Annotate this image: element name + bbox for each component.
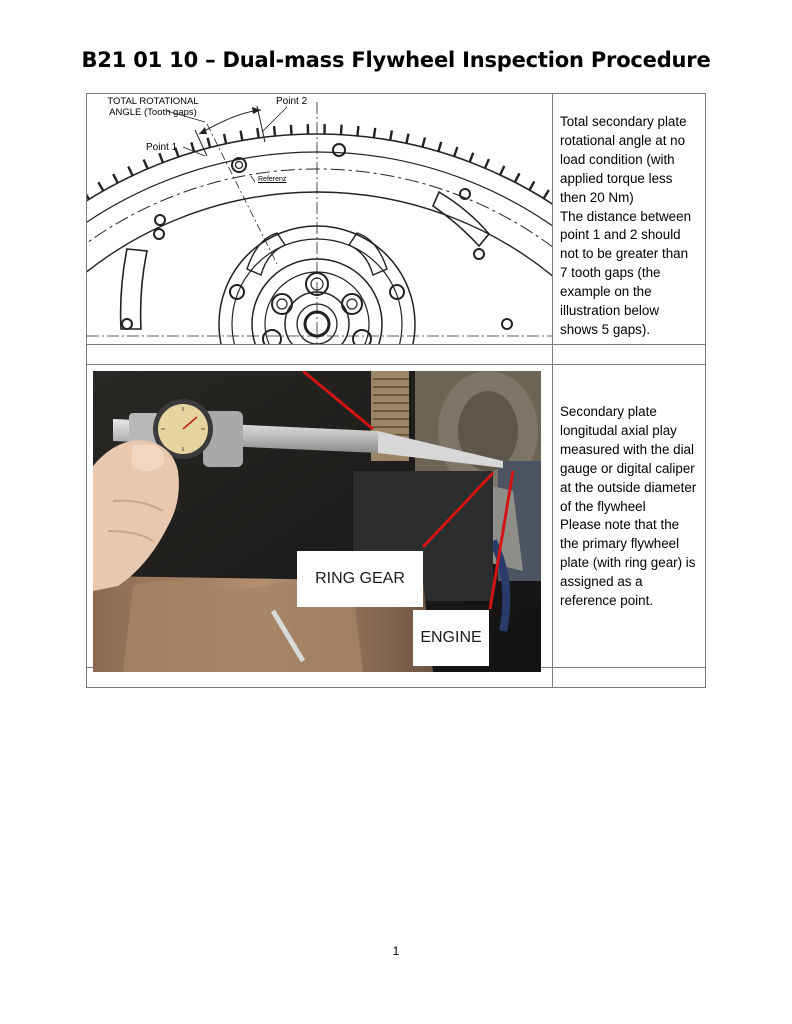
page-title: B21 01 10 – Dual-mass Flywheel Inspection Procedure xyxy=(81,48,711,72)
table-row xyxy=(87,94,706,345)
gear-tooth xyxy=(544,190,549,198)
gear-tooth xyxy=(374,128,375,138)
engine-label: ENGINE xyxy=(413,610,489,666)
description-cell xyxy=(553,365,706,668)
gear-tooth xyxy=(485,159,489,168)
gear-tooth xyxy=(500,166,504,175)
gear-tooth xyxy=(357,126,358,136)
flywheel-diagram-cell xyxy=(87,94,553,345)
gear-tooth xyxy=(257,128,258,138)
gear-tooth xyxy=(128,167,132,176)
ring-gear-label: RING GEAR xyxy=(297,551,423,607)
caliper-photo-cell xyxy=(87,365,553,668)
gear-tooth xyxy=(291,125,292,135)
gear-tooth xyxy=(406,134,408,144)
gear-tooth xyxy=(87,191,89,199)
description-paragraph: Total secondary plate rotational angle at no load condition (with applied torque less then 20 Nm) xyxy=(560,114,687,205)
gear-tooth xyxy=(113,174,118,183)
description-cell xyxy=(553,94,706,345)
gear-tooth xyxy=(98,182,103,191)
diagram-label-point-2: Point 2 xyxy=(276,96,308,107)
diagram-label-angle-tooth-gaps: ANGLE (Tooth gaps) xyxy=(109,107,197,118)
diagram-label-referenz: Referenz xyxy=(258,176,287,183)
page-number: 1 xyxy=(392,944,400,958)
gear-tooth xyxy=(241,131,243,141)
gear-tooth xyxy=(438,142,441,152)
gear-tooth xyxy=(341,125,342,135)
description-paragraph: Secondary plate longitudal axial play measured with the dial gauge or digital caliper at the outside diameter of the flywheel xyxy=(560,404,697,514)
gear-tooth xyxy=(529,181,534,190)
gear-tooth xyxy=(422,137,424,147)
gear-tooth xyxy=(454,147,457,156)
gear-tooth xyxy=(144,160,148,169)
gear-tooth xyxy=(224,134,226,144)
gear-tooth xyxy=(470,153,474,162)
gear-tooth xyxy=(274,126,275,136)
caliper-photo xyxy=(93,371,541,672)
table-row xyxy=(87,365,706,668)
description-paragraph: Please note that the the primary flywheel plate (with ring gear) is assigned as a reference point. xyxy=(560,517,696,609)
diagram-label-point-1: Point 1 xyxy=(146,142,178,153)
procedure-table xyxy=(86,93,706,688)
gear-tooth xyxy=(390,130,392,140)
table-row-spacer xyxy=(87,345,706,365)
description-paragraph: The distance between point 1 and 2 should not to be greater than 7 tooth gaps (the example on the illustration below shows 5 gaps). xyxy=(560,208,692,337)
gear-tooth xyxy=(159,153,163,162)
flywheel-diagram xyxy=(87,94,552,344)
diagram-label-total-rotational: TOTAL ROTATIONAL xyxy=(107,96,199,107)
gear-tooth xyxy=(515,173,520,182)
gear-tooth xyxy=(208,138,210,148)
